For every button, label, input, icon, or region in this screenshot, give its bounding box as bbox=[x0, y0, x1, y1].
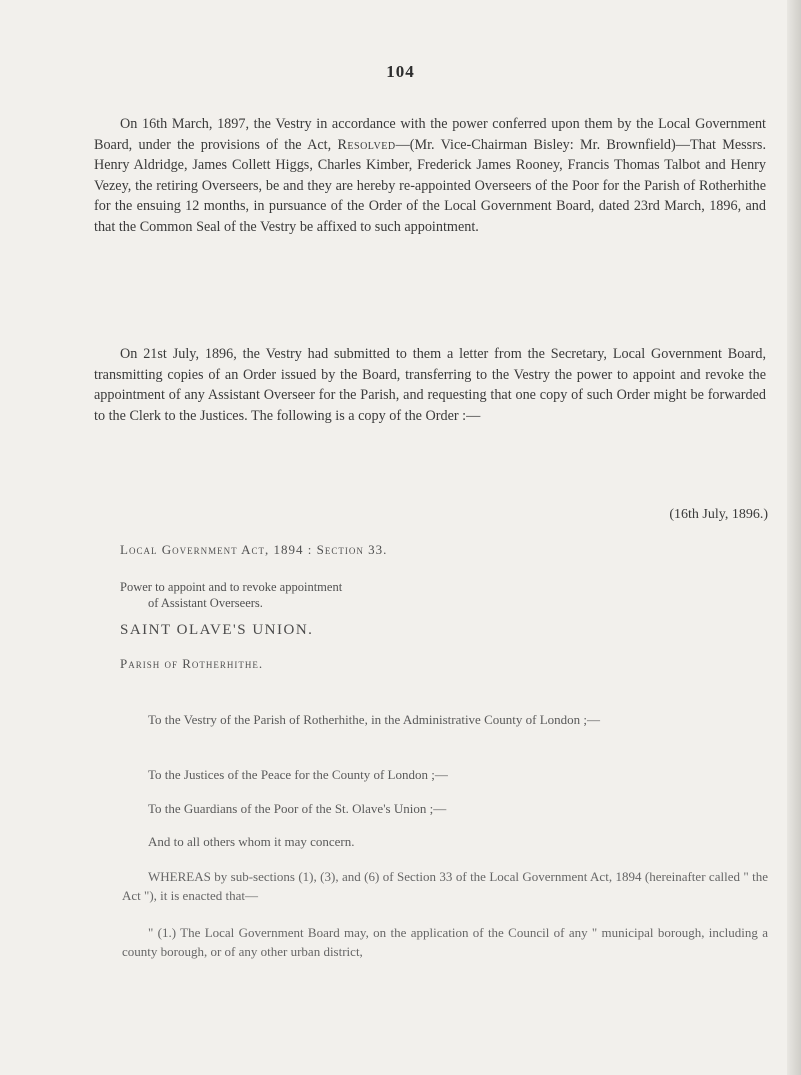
order-address-vestry: To the Vestry of the Parish of Rotherhithe, in the Administrative County of London ;— bbox=[148, 712, 600, 727]
page-edge bbox=[787, 0, 801, 1075]
order-address-others: And to all others whom it may concern. bbox=[148, 834, 355, 849]
paragraph-reappointment bbox=[94, 114, 766, 238]
paragraph-text-start: On 16th March, 1897, the Vestry in accordance with the power conferred upon them by the Local Government Board, under the provisions of the Act, bbox=[94, 116, 766, 153]
page-number: 104 bbox=[386, 62, 415, 81]
order-act-heading: Local Government Act, 1894 : Section 33. bbox=[120, 542, 388, 557]
order-power-line-2: of Assistant Overseers. bbox=[148, 596, 263, 610]
order-union-heading: SAINT OLAVE'S UNION. bbox=[120, 622, 314, 638]
order-parish-heading: Parish of Rotherhithe. bbox=[120, 656, 264, 671]
resolved-keyword: Resolved bbox=[337, 136, 396, 153]
paragraph-text-end: —(Mr. Vice-Chairman Bisley: Mr. Brownfield)—That Messrs. Henry Aldridge, James Collett Higgs, Charles Kimber, Frederick James Rooney, Francis Thomas Talbot and Henry Vezey, the retiring Overseers, be and they are hereby re-appointed Overseers of the Poor for the Parish of Rotherhithe for the ensuing 12 months, in pursuance of the Order of the Local Government Board, dated 23rd March, 1896, and that the Common Seal of the Vestry be affixed to such appointment. bbox=[94, 136, 766, 235]
order-power-line-1: Power to appoint and to revoke appointment bbox=[120, 580, 343, 594]
order-quoted-subsection: " (1.) The Local Government Board may, on the application of the Council of any " municipal borough, including a county borough, or of any other urban district, bbox=[122, 925, 768, 959]
paragraph-order-intro: On 21st July, 1896, the Vestry had submitted to them a letter from the Secretary, Local Government Board, transmitting copies of an Order issued by the Board, transferring to the Vestry the power to appoint and revoke the appointment of any Assistant Overseer for the Parish, and requesting that one copy of such Order might be forwarded to the Clerk to the Justices. The following is a copy of the Order :— bbox=[94, 346, 766, 424]
order-whereas-clause: WHEREAS by sub-sections (1), (3), and (6) of Section 33 of the Local Government Act, 1894 (hereinafter called " the Act "), it is enacted that— bbox=[122, 869, 768, 903]
order-date: (16th July, 1896.) bbox=[669, 507, 768, 522]
order-address-justices: To the Justices of the Peace for the County of London ;— bbox=[148, 767, 448, 782]
order-address-guardians: To the Guardians of the Poor of the St. Olave's Union ;— bbox=[148, 801, 447, 816]
